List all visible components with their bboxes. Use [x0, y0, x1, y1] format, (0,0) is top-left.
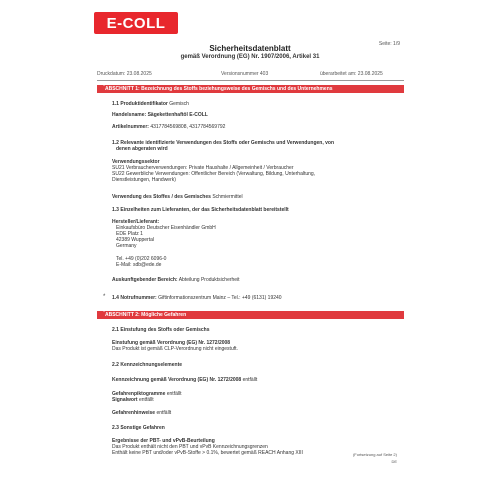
version-number: Versionsnummer 403	[221, 71, 269, 77]
bullet-star: *	[103, 294, 106, 300]
bullet-star: *	[103, 84, 106, 90]
language-code: DE	[391, 459, 397, 464]
use-label: Verwendung des Stoffes / des Gemisches	[112, 194, 211, 200]
su21-line: SU21 Verbraucherverwendungen: Private Haushalte / Allgemeinheit / Verbraucher	[112, 165, 294, 171]
trade-name-value: Sägekettenhaftöl E-COLL	[147, 112, 208, 118]
address-line-4: Germany	[116, 243, 137, 249]
email-line: E-Mail: sdb@ede.de	[116, 262, 162, 268]
su22-line-2: Dienstleistungen, Handwerk)	[112, 177, 176, 183]
revision-date: überarbeitet am: 23.08.2025	[320, 71, 383, 77]
pbt-label: Ergebnisse der PBT- und vPvB-Beurteilung	[112, 438, 215, 444]
use-value: Schmiermittel	[212, 194, 243, 200]
article-label: Artikelnummer:	[112, 124, 149, 130]
address-line-1: Einkaufsbüro Deutscher Eisenhändler GmbH	[116, 225, 216, 231]
s22-line: 2.2 Kennzeichnungselemente	[112, 362, 183, 368]
pbt-line-2: Enthält keine PBT und/oder vPvB-Stoffe > 0.1%, bewertet gemäß REACH Anhang XIII	[112, 450, 303, 456]
s11-label: 1.1 Produktidentifikator	[112, 101, 168, 107]
section-2-header: ABSCHNITT 2: Mögliche Gefahren	[97, 311, 404, 319]
s23-line: 2.3 Sonstige Gefahren	[112, 425, 165, 431]
bullet-star: *	[103, 310, 106, 316]
divider	[97, 80, 404, 81]
pictograms-value: entfällt	[166, 391, 182, 397]
document-subtitle: gemäß Verordnung (EG) Nr. 1907/2006, Artikel 31	[180, 54, 320, 60]
hazard-line	[112, 410, 402, 416]
address-line-3: 42389 Wuppertal	[116, 237, 154, 243]
document-title: Sicherheitsdatenblatt	[209, 44, 291, 53]
s13-line: 1.3 Einzelheiten zum Lieferanten, der das Sicherheitsdatenblatt bereitstellt	[112, 207, 289, 213]
clp-label: Einstufung gemäß Verordnung (EG) Nr. 1272/2008	[112, 340, 231, 346]
s11-value: Gemisch	[169, 101, 189, 107]
signal-label: Signalwort	[112, 397, 138, 403]
pbt-line-1: Das Produkt enthält nicht den PBT und vPvB Kennzeichnungsgrenzen	[112, 444, 268, 450]
s14-line	[112, 295, 402, 301]
info-label: Auskunftgebender Bereich:	[112, 277, 178, 283]
s21-line: 2.1 Einstufung des Stoffs oder Gemischs	[112, 327, 210, 333]
address-line-2: EDE Platz 1	[116, 231, 143, 237]
use-line	[112, 194, 402, 200]
signal-line	[112, 397, 402, 403]
trade-name-line	[112, 112, 402, 118]
su22-line: SU22 Gewerbliche Verwendungen: Öffentlicher Bereich (Verwaltung, Bildung, Unterhaltung,	[112, 171, 316, 177]
label-reg-label: Kennzeichnung gemäß Verordnung (EG) Nr. 1272/2008	[112, 377, 242, 383]
s11-line	[112, 101, 402, 107]
print-date: Druckdatum: 23.08.2025	[97, 71, 152, 77]
s14-value: Giftinformationszentrum Mainz – Tel.: +49 (6131) 19240	[158, 295, 282, 301]
hazard-value: entfällt	[156, 410, 172, 416]
clp-value: Das Produkt ist gemäß CLP-Verordnung nicht eingestuft.	[112, 346, 238, 352]
section-1-header: ABSCHNITT 1: Bezeichnung des Stoffs beziehungsweise des Gemischs und des Unternehmens	[97, 85, 404, 93]
article-line	[112, 124, 402, 130]
signal-value: entfällt	[138, 397, 154, 403]
s12-line-2: denen abgeraten wird	[116, 146, 168, 152]
hazard-label: Gefahrenhinweise	[112, 410, 156, 416]
continuation-note: (Fortsetzung auf Seite 2)	[352, 452, 397, 457]
s14-label: 1.4 Notrufnummer:	[112, 295, 157, 301]
ecoll-logo	[94, 12, 178, 34]
s12-line-1: 1.2 Relevante identifizierte Verwendungen des Stoffs oder Gemischs und Verwendungen, von	[112, 140, 334, 146]
trade-name-label: Handelsname:	[112, 112, 147, 118]
info-value: Abteilung Produktsicherheit	[178, 277, 240, 283]
page-number: Seite: 1/9	[378, 41, 400, 47]
article-value: 4317784569808, 4317784569792	[150, 124, 226, 130]
sector-label: Verwendungssektor	[112, 159, 160, 165]
phone-line: Tel. +49 (0)202 6096-0	[116, 256, 167, 262]
pictograms-label: Gefahrenpiktogramme	[112, 391, 166, 397]
label-reg-value: entfällt	[242, 377, 258, 383]
info-line	[112, 277, 402, 283]
label-reg-line	[112, 377, 402, 383]
manufacturer-label: Hersteller/Lieferant:	[112, 219, 160, 225]
logo-text: E-COLL	[106, 14, 166, 32]
